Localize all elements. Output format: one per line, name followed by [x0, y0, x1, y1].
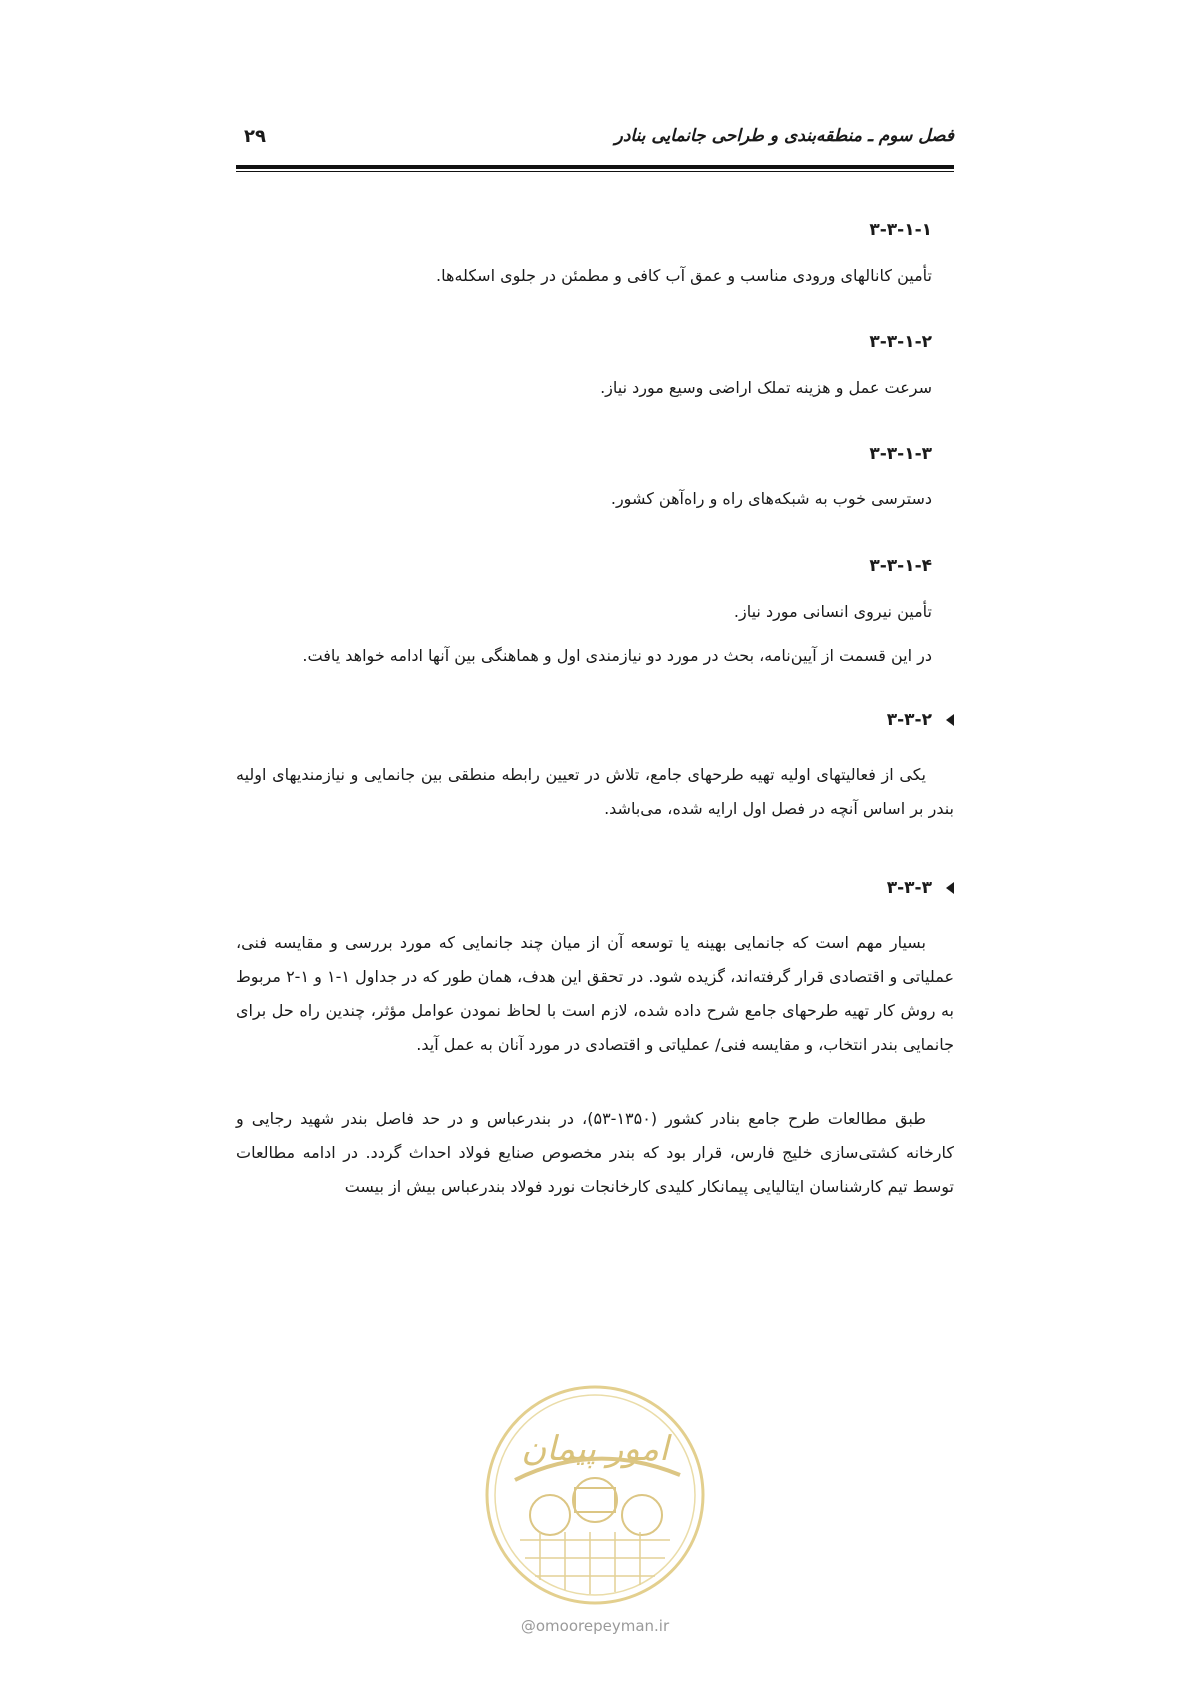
- subsection-number: ۳-۳-۱-۳: [869, 444, 932, 464]
- section-number: ۳-۳-۲: [886, 710, 932, 730]
- header-rule-thick: [236, 165, 954, 169]
- subsection-text: سرعت عمل و هزینه تملک اراضی وسیع مورد نیاز.: [600, 378, 932, 397]
- paragraph: طبق مطالعات طرح جامع بنادر کشور (۱۳۵۰-۵۳)، در بندرعباس و در حد فاصل بندر شهید رجایی و کارخانه کشتی‌سازی خلیج فارس، قرار بود که بندر مخصوص صنایع فولاد احداث گردد. در ادامه مطالعات توسط تیم کارشناسان ایتالیایی پیمانکار کلیدی کارخانجات نورد فولاد بندرعباس بیش از بیست: [236, 1109, 954, 1196]
- page-number: ۲۹: [244, 126, 266, 147]
- subsection-number: ۳-۳-۱-۴: [869, 556, 932, 576]
- header-rule-thin: [236, 171, 954, 172]
- paragraph: بسیار مهم است که جانمایی بهینه یا توسعه آن از میان چند جانمایی که مورد بررسی و مقایسه فنی، عملیاتی و اقتصادی قرار گرفته‌اند، گزیده شود. در تحقق این هدف، همان طور که در جداول ۱-۱ و ۱-۲ مربوط به روش کار تهیه طرحهای جامع شرح داده شده، لازم است با لحاظ نمودن عوامل مؤثر، چندین راه حل برای جانمایی بندر انتخاب، و مقایسه فنی/ عملیاتی و اقتصادی در مورد آنان به عمل آید.: [236, 933, 954, 1054]
- running-header: [236, 126, 954, 158]
- subsection-text: تأمین کانالهای ورودی مناسب و عمق آب کافی و مطمئن در جلوی اسکله‌ها.: [436, 266, 932, 285]
- section-heading: [887, 878, 954, 898]
- bullet-triangle-icon: [946, 714, 954, 726]
- subsection-text: تأمین نیروی انسانی مورد نیاز.: [733, 602, 932, 621]
- watermark-site: omoorepeyman.ir: [535, 1617, 670, 1635]
- running-title: فصل سوم ـ منطقه‌بندی و طراحی جانمایی بنادر: [614, 126, 954, 146]
- paragraph: یکی از فعالیتهای اولیه تهیه طرحهای جامع، تلاش در تعیین رابطه منطقی بین جانمایی و نیازمندیهای اولیه بندر بر اساس آنچه در فصل اول ارایه شده، می‌باشد.: [236, 765, 954, 818]
- logo-lettering: امور پیمان: [521, 1429, 669, 1469]
- section-number: ۳-۳-۳: [886, 878, 932, 898]
- at-icon: @: [520, 1617, 536, 1635]
- section-note: در این قسمت از آیین‌نامه، بحث در مورد دو نیازمندی اول و هماهنگی بین آنها ادامه خواهد یافت.: [302, 646, 932, 665]
- watermark-site-text: [480, 1617, 710, 1635]
- subsection-number: ۳-۳-۱-۲: [869, 332, 932, 352]
- subsection-text: دسترسی خوب به شبکه‌های راه و راه‌آهن کشور.: [610, 489, 932, 508]
- subsection-number: ۳-۳-۱-۱: [869, 220, 932, 240]
- bullet-triangle-icon: [946, 882, 954, 894]
- section-heading: [887, 710, 954, 730]
- omoorepeyman-logo-watermark: [480, 1380, 710, 1610]
